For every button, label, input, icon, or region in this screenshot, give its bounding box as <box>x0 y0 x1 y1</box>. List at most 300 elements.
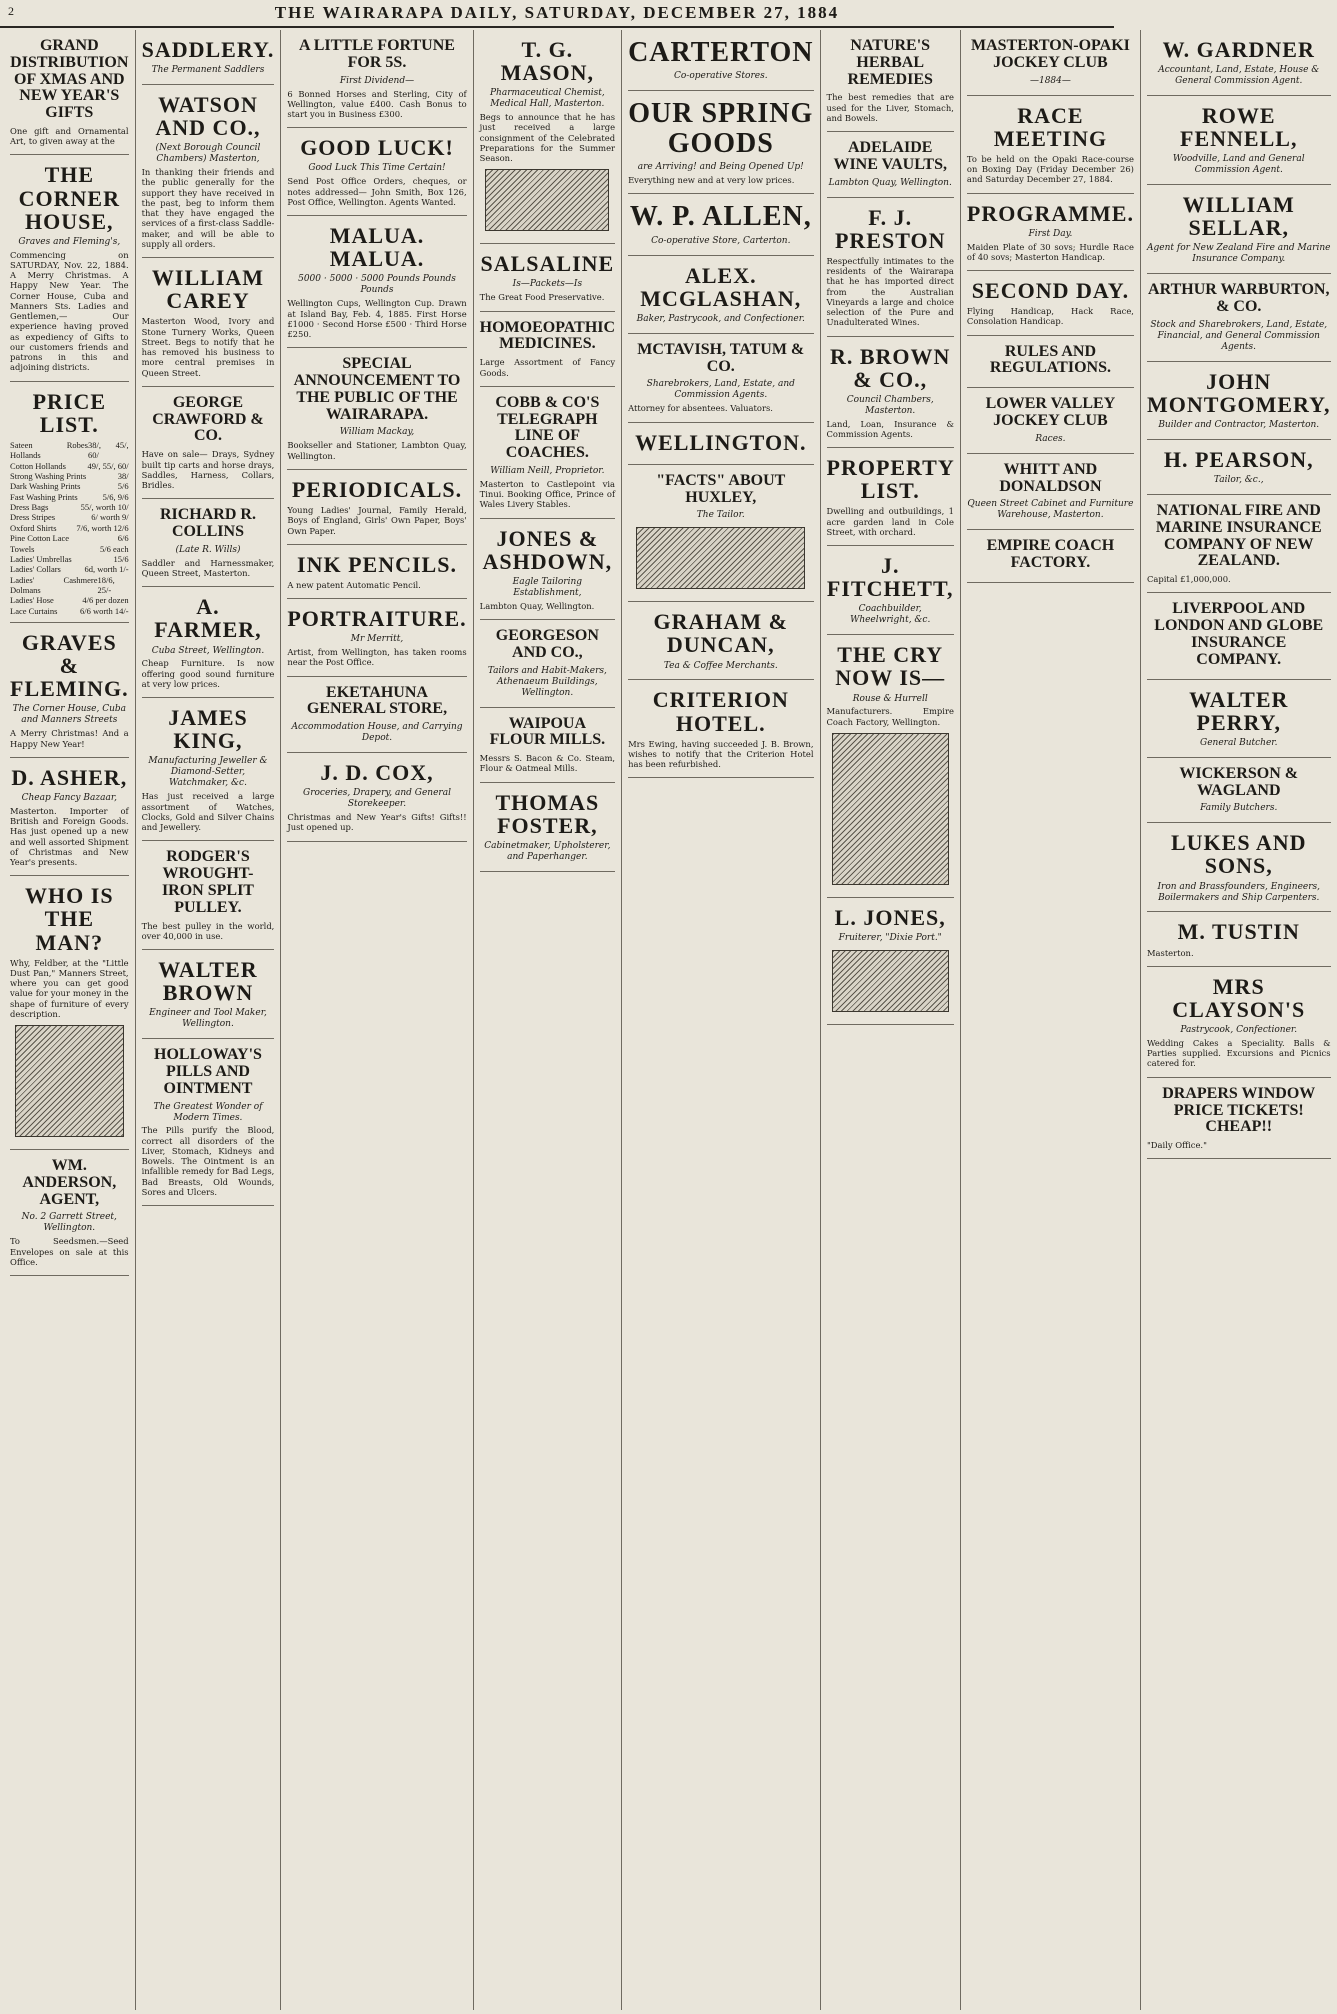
ad-headline: WICKERSON & WAGLAND <box>1179 764 1299 799</box>
ad-headline: RACE MEETING <box>993 102 1108 151</box>
ad-subheadline: No. 2 Garrett Street, Wellington. <box>21 1212 117 1234</box>
ad-headline: NATIONAL FIRE AND MARINE INSURANCE COMPANY OF NEW ZEALAND. <box>1155 502 1322 570</box>
ad-body-text: Large Assortment of Fancy Goods. <box>479 357 616 378</box>
advertisement <box>142 499 275 587</box>
ad-subheadline: 5000 · 5000 · 5000 Pounds Pounds Pounds <box>298 274 456 296</box>
ad-body-text: Dwelling and outbuildings, 1 acre garden land in Cole Street, with orchard. <box>826 506 954 537</box>
advertisement <box>827 546 954 635</box>
price-list <box>10 440 129 616</box>
advertisement <box>10 382 129 623</box>
ad-body-text: Land, Loan, Insurance & Commission Agents. <box>826 418 954 440</box>
ad-headline: WM. ANDERSON, AGENT, <box>22 1157 117 1208</box>
advertisement <box>1147 440 1331 495</box>
advertisement <box>967 454 1134 531</box>
ad-subheadline: Baker, Pastrycook, and Confectioner. <box>636 313 805 324</box>
ad-headline: GRAHAM & DUNCAN, <box>653 609 789 658</box>
column-2 <box>136 30 282 2010</box>
advertisement <box>142 85 275 258</box>
advertisement <box>628 256 813 334</box>
price-value: 5/6, 9/6 <box>102 491 129 502</box>
price-item: Ladies' Hose <box>10 595 54 606</box>
ad-subheadline: General Butcher. <box>1200 737 1278 748</box>
advertisement <box>10 1150 129 1276</box>
price-value: 5/6 each <box>100 543 129 554</box>
ad-headline: DRAPERS WINDOW PRICE TICKETS! CHEAP!! <box>1162 1084 1316 1136</box>
ad-body-text: Saddler and Harnessmaker, Queen Street, Masterton. <box>141 557 275 579</box>
advertisement <box>628 465 813 603</box>
ad-headline: JAMES KING, <box>168 705 248 754</box>
advertisement <box>1147 823 1331 912</box>
ad-headline: JONES & ASHDOWN, <box>482 525 613 574</box>
price-item: Fast Washing Prints <box>10 491 78 502</box>
ad-headline: A. FARMER, <box>154 594 262 643</box>
ad-headline: MCTAVISH, TATUM & CO. <box>637 340 805 375</box>
ad-headline: RULES AND REGULATIONS. <box>989 342 1111 377</box>
ad-headline: SECOND DAY. <box>971 278 1130 304</box>
ad-headline: SALSALINE <box>480 251 615 277</box>
ad-subheadline: The Tailor. <box>696 510 745 521</box>
ad-headline: MALUA. MALUA. <box>329 223 425 272</box>
price-row <box>10 606 129 616</box>
ad-body-text: "Daily Office." <box>1146 1140 1207 1151</box>
ad-subheadline: Woodville, Land and General Commission Agent. <box>1172 154 1305 176</box>
advertisement <box>1147 593 1331 679</box>
ad-headline: WELLINGTON. <box>635 429 807 455</box>
engraving-illustration <box>636 527 805 589</box>
ad-subheadline: William Neill, Proprietor. <box>490 465 605 476</box>
price-value: 5/6 <box>117 481 129 492</box>
ad-subheadline: Mr Merritt, <box>350 634 404 645</box>
ad-headline: HOMOEOPATHIC MEDICINES. <box>479 318 616 353</box>
ad-subheadline: First Dividend— <box>339 75 415 86</box>
advertisement <box>287 599 466 677</box>
ad-body-text: Everything new and at very low prices. <box>628 175 795 186</box>
advertisement <box>142 841 275 950</box>
ad-headline: H. PEARSON, <box>1163 446 1314 472</box>
advertisement <box>967 336 1134 389</box>
advertisement <box>10 155 129 381</box>
ad-subheadline: Co-operative Store, Carterton. <box>651 235 791 246</box>
ad-headline: J. FITCHETT, <box>826 553 954 602</box>
price-value: 4/6 per dozen <box>82 595 129 606</box>
advertisement <box>287 470 466 545</box>
advertisement <box>967 388 1134 454</box>
advertisement <box>142 950 275 1039</box>
ad-subheadline: Agent for New Zealand Fire and Marine Insurance Company. <box>1147 243 1331 265</box>
ad-subheadline: (Late R. Wills) <box>175 544 241 555</box>
ad-headline: THOMAS FOSTER, <box>495 789 600 838</box>
advertisement <box>827 337 954 449</box>
advertisement <box>827 635 954 898</box>
column-8 <box>1141 30 1337 2010</box>
advertisement <box>287 348 466 470</box>
ad-subheadline: Builder and Contractor, Masterton. <box>1158 419 1320 430</box>
ad-subheadline: Races. <box>1035 433 1066 444</box>
advertisement <box>827 30 954 132</box>
ad-headline: WALTER BROWN <box>158 957 258 1006</box>
advertisement <box>1147 362 1331 440</box>
advertisement <box>967 530 1134 583</box>
advertisement <box>10 876 129 1150</box>
advertisement <box>480 244 615 311</box>
ad-subheadline: Lambton Quay, Wellington. <box>828 177 952 188</box>
column-4 <box>474 30 622 2010</box>
engraving-illustration <box>15 1025 124 1137</box>
ad-headline: GRAND DISTRIBUTION OF XMAS AND NEW YEAR'S GIFTS <box>10 37 129 122</box>
advertisement <box>1147 1078 1331 1160</box>
ad-subheadline: Tea & Coffee Merchants. <box>663 660 778 671</box>
ad-headline: PORTRAITURE. <box>287 606 467 632</box>
advertisement <box>628 194 813 255</box>
price-item: Dress Stripes <box>10 512 56 523</box>
ad-headline: WAIPOUA FLOUR MILLS. <box>489 714 606 749</box>
ad-headline: PROPERTY LIST. <box>826 455 955 504</box>
advertisement <box>827 198 954 337</box>
ad-subheadline: Tailors and Habit-Makers, Athenaeum Buildings, Wellington. <box>487 665 607 698</box>
advertisement <box>628 30 813 91</box>
ad-headline: PROGRAMME. <box>966 200 1134 226</box>
price-value: 6/ worth 9/ <box>91 512 129 523</box>
ad-subheadline: Pharmaceutical Chemist, Medical Hall, Masterton. <box>489 88 605 110</box>
ad-body-text: Flying Handicap, Hack Race, Consolation Handicap. <box>966 306 1134 327</box>
ad-body-text: Lambton Quay, Wellington. <box>479 600 595 611</box>
advertisement <box>10 623 129 758</box>
newspaper-columns <box>4 30 1331 2010</box>
column-1 <box>4 30 136 2010</box>
ad-subheadline: Co-operative Stores. <box>673 71 768 82</box>
ad-subheadline: (Next Borough Council Chambers) Masterton, <box>155 143 261 165</box>
ad-subheadline: Queen Street Cabinet and Furniture Warehouse, Masterton. <box>967 499 1134 521</box>
ad-headline: CRITERION HOTEL. <box>652 687 789 736</box>
ad-subheadline: —1884— <box>1029 75 1071 86</box>
ad-subheadline: Tailor, &c., <box>1213 475 1264 486</box>
advertisement <box>287 677 466 754</box>
price-value: 38/ <box>117 471 129 481</box>
price-value: 6/6 worth 14/- <box>79 605 129 616</box>
advertisement <box>10 758 129 877</box>
advertisement <box>628 91 813 194</box>
price-value: 7/6, worth 12/6 <box>76 522 129 533</box>
ad-body-text: Wedding Cakes a Speciality. Balls & Parties supplied. Excursions and Picnics catered for. <box>1146 1037 1331 1069</box>
advertisement <box>1147 967 1331 1078</box>
price-row <box>10 595 129 605</box>
ad-body-text: Maiden Plate of 30 sovs; Hurdle Race of 40 sovs; Masterton Handicap. <box>966 241 1134 262</box>
ad-body-text: Young Ladies' Journal, Family Herald, Boys of England, Girls' Own Paper, Boys' Own Paper. <box>287 505 467 536</box>
advertisement <box>142 30 275 85</box>
ad-subheadline: Cheap Fancy Bazaar, <box>21 792 117 803</box>
ad-body-text: Cheap Furniture. Is now offering good sound furniture at very low prices. <box>141 658 275 689</box>
ad-headline: HOLLOWAY'S PILLS AND OINTMENT <box>154 1046 262 1097</box>
ad-headline: PRICE LIST. <box>32 388 107 437</box>
ad-subheadline: Pastrycook, Confectioner. <box>1180 1025 1298 1035</box>
ad-headline: F. J. PRESTON <box>834 204 946 253</box>
ad-body-text: Capital £1,000,000. <box>1146 574 1231 585</box>
advertisement <box>287 216 466 348</box>
price-item: Dress Bags <box>10 502 49 513</box>
ad-headline: THE CORNER HOUSE, <box>18 162 120 234</box>
advertisement <box>1147 758 1331 824</box>
engraving-illustration <box>832 950 949 1012</box>
advertisement <box>287 753 466 842</box>
ad-headline: GEORGE CRAWFORD & CO. <box>152 393 264 445</box>
ad-body-text: Why, Feldber, at the "Little Dust Pan," Manners Street, where you can get good value for your money in the shape of furniture of every description. <box>10 957 129 1019</box>
ad-headline: J. D. COX, <box>320 760 434 786</box>
price-row <box>10 471 129 481</box>
ad-body-text: Begs to announce that he has just received a large consignment of the Celebrated Preparations for the Summer Season. <box>479 112 616 164</box>
ad-subheadline: Engineer and Tool Maker, Wellington. <box>149 1008 267 1030</box>
ad-body-text: The best remedies that are used for the Liver, Stomach, and Bowels. <box>826 92 954 123</box>
price-item: Pine Cotton Lace <box>10 533 70 544</box>
advertisement <box>827 448 954 546</box>
price-value: 6d, worth 1/- <box>84 564 129 575</box>
ad-subheadline: The Corner House, Cuba and Manners Streets <box>12 704 127 726</box>
ad-headline: GOOD LUCK! <box>300 135 454 161</box>
price-item: Dark Washing Prints <box>10 481 81 492</box>
ad-headline: W. GARDNER <box>1162 37 1315 62</box>
ad-headline: "FACTS" ABOUT HUXLEY, <box>656 471 786 506</box>
ad-headline: INK PENCILS. <box>297 551 457 577</box>
ad-subheadline: The Greatest Wonder of Modern Times. <box>153 1101 263 1123</box>
ad-body-text: To Seedsmen.—Seed Envelopes on sale at this Office. <box>10 1236 129 1267</box>
advertisement <box>480 30 615 244</box>
ad-subheadline: Fruiterer, "Dixie Port." <box>838 933 942 944</box>
ad-body-text: Mrs Ewing, having succeeded J. B. Brown, wishes to notify that the Criterion Hotel has been refurbished. <box>628 738 814 770</box>
ad-headline: M. TUSTIN <box>1177 919 1300 945</box>
price-item: Ladies' Collars <box>10 564 61 575</box>
ad-body-text: Has just received a large assortment of Watches, Clocks, Gold and Silver Chains and Jewellery. <box>141 791 275 833</box>
ad-subheadline: Manufacturing Jeweller & Diamond-Setter, Watchmaker, &c. <box>148 756 268 789</box>
ad-headline: ALEX. MCGLASHAN, <box>640 262 802 311</box>
ad-body-text: Christmas and New Year's Gifts! Gifts!! Just opened up. <box>287 812 467 833</box>
price-item: Lace Curtains <box>10 605 58 616</box>
price-row <box>10 523 129 533</box>
advertisement <box>480 620 615 708</box>
price-row <box>10 512 129 522</box>
ad-body-text: The Great Food Preservative. <box>479 292 605 303</box>
ad-headline: ARTHUR WARBURTON, & CO. <box>1148 281 1330 316</box>
ad-body-text: Artist, from Wellington, has taken rooms near the Post Office. <box>287 647 467 668</box>
ad-subheadline: Iron and Brassfounders, Engineers, Boilermakers and Ship Carpenters. <box>1157 881 1321 903</box>
ad-subheadline: Council Chambers, Masterton. <box>846 394 934 416</box>
advertisement <box>142 587 275 698</box>
ad-body-text: Respectfully intimates to the residents of the Wairarapa that he has imported direct from the Australian Vineyards a large and choice selection of the Pure and Unadulterated Wines. <box>826 255 954 328</box>
price-item: Ladies' Cashmere Dolmans <box>10 574 98 595</box>
ad-subheadline: Is—Packets—Is <box>512 279 583 290</box>
advertisement <box>1147 274 1331 362</box>
advertisement <box>827 898 954 1025</box>
advertisement <box>480 519 615 620</box>
price-value: 6/6 <box>117 533 129 544</box>
masthead-title: THE WAIRARAPA DAILY, SATURDAY, DECEMBER 27, 1884 <box>274 3 840 22</box>
advertisement <box>967 271 1134 336</box>
engraving-illustration <box>832 733 949 885</box>
ad-headline: WILLIAM CAREY <box>151 265 265 314</box>
ad-subheadline: Cuba Street, Wellington. <box>151 645 265 656</box>
ad-headline: PERIODICALS. <box>291 476 463 502</box>
price-item: Cotton Hollands <box>10 460 66 471</box>
advertisement <box>287 128 466 216</box>
price-value: 38/, 45/, 60/ <box>87 439 129 461</box>
page-number: 2 <box>8 4 16 18</box>
ad-headline: NATURE'S HERBAL REMEDIES <box>847 37 933 88</box>
ad-subheadline: Coachbuilder, Wheelwright, &c. <box>850 604 931 626</box>
price-value: 18/6, 25/- <box>97 574 115 595</box>
ad-headline: A LITTLE FORTUNE FOR 5S. <box>299 37 455 71</box>
ad-headline: WHO IS THE MAN? <box>25 883 114 955</box>
price-row <box>10 492 129 502</box>
price-value: 15/6 <box>113 553 129 564</box>
advertisement <box>967 194 1134 272</box>
advertisement <box>628 680 813 778</box>
price-item: Towels <box>10 543 35 554</box>
advertisement <box>287 545 466 599</box>
ad-subheadline: William Mackay, <box>339 427 415 438</box>
advertisement <box>142 258 275 387</box>
ad-headline: RODGER'S WROUGHT-IRON SPLIT PULLEY. <box>161 848 254 916</box>
advertisement <box>480 312 615 387</box>
ad-subheadline: First Day. <box>1028 228 1073 239</box>
ad-subheadline: Good Luck This Time Certain! <box>308 163 446 174</box>
ad-headline: T. G. MASON, <box>500 37 595 86</box>
column-6 <box>821 30 961 2010</box>
masthead <box>0 0 1114 28</box>
ad-headline: WILLIAM SELLAR, <box>1182 192 1295 241</box>
ad-subheadline: Accountant, Land, Estate, House & General Commission Agent. <box>1158 65 1320 87</box>
advertisement <box>480 708 615 783</box>
price-row <box>10 440 129 461</box>
ad-headline: ROWE FENNELL, <box>1180 103 1298 152</box>
ad-body-text: The Pills purify the Blood, correct all disorders of the Liver, Stomach, Kidneys and Bowels. The Ointment is an infallible remedy for Bad Legs, Bad Breasts, Old Wounds, Sores and Ulcers. <box>141 1125 275 1197</box>
ad-headline: RICHARD R. COLLINS <box>159 506 256 541</box>
ad-headline: SADDLERY. <box>141 37 275 62</box>
ad-headline: L. JONES, <box>834 904 946 930</box>
advertisement <box>628 602 813 680</box>
advertisement <box>480 387 615 519</box>
ad-headline: WATSON AND CO., <box>155 92 261 141</box>
price-row <box>10 533 129 543</box>
advertisement <box>142 1039 275 1206</box>
ad-subheadline: Groceries, Drapery, and General Storekeeper. <box>303 788 451 810</box>
ad-subheadline: Family Butchers. <box>1200 803 1278 814</box>
ad-subheadline: Accommodation House, and Carrying Depot. <box>291 722 463 744</box>
ad-headline: EMPIRE COACH FACTORY. <box>986 537 1115 572</box>
price-row <box>10 554 129 564</box>
ad-headline: LOWER VALLEY JOCKEY CLUB <box>985 395 1116 430</box>
ad-body-text: The best pulley in the world, over 40,000 in use. <box>141 920 275 941</box>
ad-headline: MASTERTON-OPAKI JOCKEY CLUB <box>971 37 1130 71</box>
ad-headline: JOHN MONTGOMERY, <box>1146 368 1331 417</box>
advertisement <box>10 30 129 155</box>
advertisement <box>287 30 466 128</box>
ad-body-text: Commencing on SATURDAY, Nov. 22, 1884. A Merry Christmas. A Happy New Year. The Corner House, Cuba and Manners Sts. Ladies and Gentlemen,— Our experience having proved as expediency of Gifts to our customers friends and patrons in this and adjoining districts. <box>10 249 129 373</box>
advertisement <box>142 387 275 499</box>
ad-body-text: Messrs S. Bacon & Co. Steam, Flour & Oatmeal Mills. <box>479 753 616 774</box>
price-value: 55/, worth 10/ <box>80 502 129 513</box>
ad-subheadline: Sharebrokers, Land, Estate, and Commission Agents. <box>646 379 795 401</box>
ad-headline: LUKES AND SONS, <box>1170 830 1307 879</box>
ad-body-text: Attorney for absentees. Valuators. <box>628 403 773 414</box>
ad-headline: CARTERTON <box>628 37 814 68</box>
advertisement <box>628 423 813 465</box>
ad-body-text: Send Post Office Orders, cheques, or notes addressed— John Smith, Box 126, Post Office, Wellington. Agents Wanted. <box>287 176 467 207</box>
advertisement <box>480 783 615 872</box>
advertisement <box>142 698 275 841</box>
ad-body-text: 6 Bonned Horses and Sterling, City of Wellington, value £400. Cash Bonus to start you in Business £300. <box>287 88 467 120</box>
ad-headline: THE CRY NOW IS— <box>835 642 946 691</box>
ad-body-text: A new patent Automatic Pencil. <box>287 579 421 590</box>
advertisement <box>1147 912 1331 966</box>
ad-subheadline: Stock and Sharebrokers, Land, Estate, Financial, and General Commission Agents. <box>1150 319 1328 352</box>
price-item: Ladies' Umbrellas <box>10 553 72 564</box>
price-row <box>10 481 129 491</box>
ad-body-text: Have on sale— Drays, Sydney built tip carts and horse drays, Saddles, Harness, Collars, Bridles. <box>141 449 275 491</box>
ad-headline: OUR SPRING GOODS <box>628 98 814 159</box>
ad-subheadline: Rouse & Hurrell <box>852 693 928 704</box>
ad-headline: SPECIAL ANNOUNCEMENT TO THE PUBLIC OF THE WAIRARAPA. <box>293 355 461 423</box>
advertisement <box>1147 185 1331 274</box>
ad-body-text: Masterton. <box>1146 947 1194 958</box>
ad-headline: R. BROWN & CO., <box>829 343 951 392</box>
ad-body-text: Masterton to Castlepoint via Tinui. Booking Office, Prince of Wales Livery Stables. <box>479 478 616 510</box>
ad-headline: MRS CLAYSON'S <box>1172 973 1306 1022</box>
ad-headline: GRAVES & FLEMING. <box>10 630 129 702</box>
ad-body-text: One gift and Ornamental Art, to given away at the <box>10 125 129 147</box>
price-row <box>10 564 129 574</box>
ad-headline: LIVERPOOL AND LONDON AND GLOBE INSURANCE COMPANY. <box>1154 600 1324 668</box>
price-row <box>10 461 129 471</box>
ad-body-text: Bookseller and Stationer, Lambton Quay, Wellington. <box>287 440 467 461</box>
ad-body-text: To be held on the Opaki Race-course on Boxing Day (Friday December 26) and Saturday December 27, 1884. <box>966 153 1134 185</box>
advertisement <box>1147 30 1331 96</box>
price-row <box>10 575 129 596</box>
advertisement <box>1147 96 1331 185</box>
ad-subheadline: Graves and Fleming's, <box>18 236 121 247</box>
ad-headline: D. ASHER, <box>11 764 128 790</box>
price-row <box>10 544 129 554</box>
advertisement <box>628 334 813 423</box>
advertisement <box>1147 680 1331 758</box>
ad-headline: COBB & CO'S TELEGRAPH LINE OF COACHES. <box>495 393 600 462</box>
price-row <box>10 502 129 512</box>
price-item: Sateen Robes Hollands <box>10 439 88 461</box>
ad-body-text: Masterton. Importer of British and Foreign Goods. Has just opened up a new and well assorted Shipment of Christmas and New Year's presents. <box>10 805 129 868</box>
column-5 <box>622 30 820 2010</box>
ad-subheadline: are Arriving! and Being Opened Up! <box>637 162 804 173</box>
ad-body-text: Wellington Cups, Wellington Cup. Drawn at Island Bay, Feb. 4, 1885. First Horse £1000 · Second Horse £500 · Third Horse £250. <box>287 298 467 339</box>
ad-body-text: A Merry Christmas! And a Happy New Year! <box>10 728 129 749</box>
advertisement <box>967 30 1134 96</box>
ad-headline: GEORGESON AND CO., <box>495 627 599 661</box>
ad-headline: W. P. ALLEN, <box>629 201 812 233</box>
ad-headline: WHITT AND DONALDSON <box>999 460 1102 495</box>
ad-body-text: Masterton Wood, Ivory and Stone Turnery Works, Queen Street. Begs to notify that he has removed his business to more central premises in Queen Street. <box>141 316 275 378</box>
price-item: Oxford Shirts <box>10 522 57 533</box>
ad-headline: WALTER PERRY, <box>1189 686 1289 735</box>
ad-subheadline: The Permanent Saddlers <box>151 65 265 76</box>
engraving-illustration <box>485 169 609 231</box>
ad-headline: ADELAIDE WINE VAULTS, <box>833 139 947 173</box>
column-3 <box>281 30 473 2010</box>
advertisement <box>967 96 1134 194</box>
price-value: 49/, 55/, 60/ <box>87 460 129 471</box>
ad-body-text: In thanking their friends and the public generally for the support they have received in the past, beg to inform them that they have engaged the services of a first-class Saddle-maker, and will be able to supply all orders. <box>141 167 275 249</box>
advertisement <box>1147 495 1331 593</box>
ad-headline: EKETAHUNA GENERAL STORE, <box>306 683 448 718</box>
ad-subheadline: Eagle Tailoring Establishment, <box>512 576 583 598</box>
ad-subheadline: Cabinetmaker, Upholsterer, and Paperhanger. <box>484 840 611 862</box>
ad-body-text: Manufacturers. Empire Coach Factory, Wellington. <box>826 706 954 727</box>
advertisement <box>827 132 954 198</box>
